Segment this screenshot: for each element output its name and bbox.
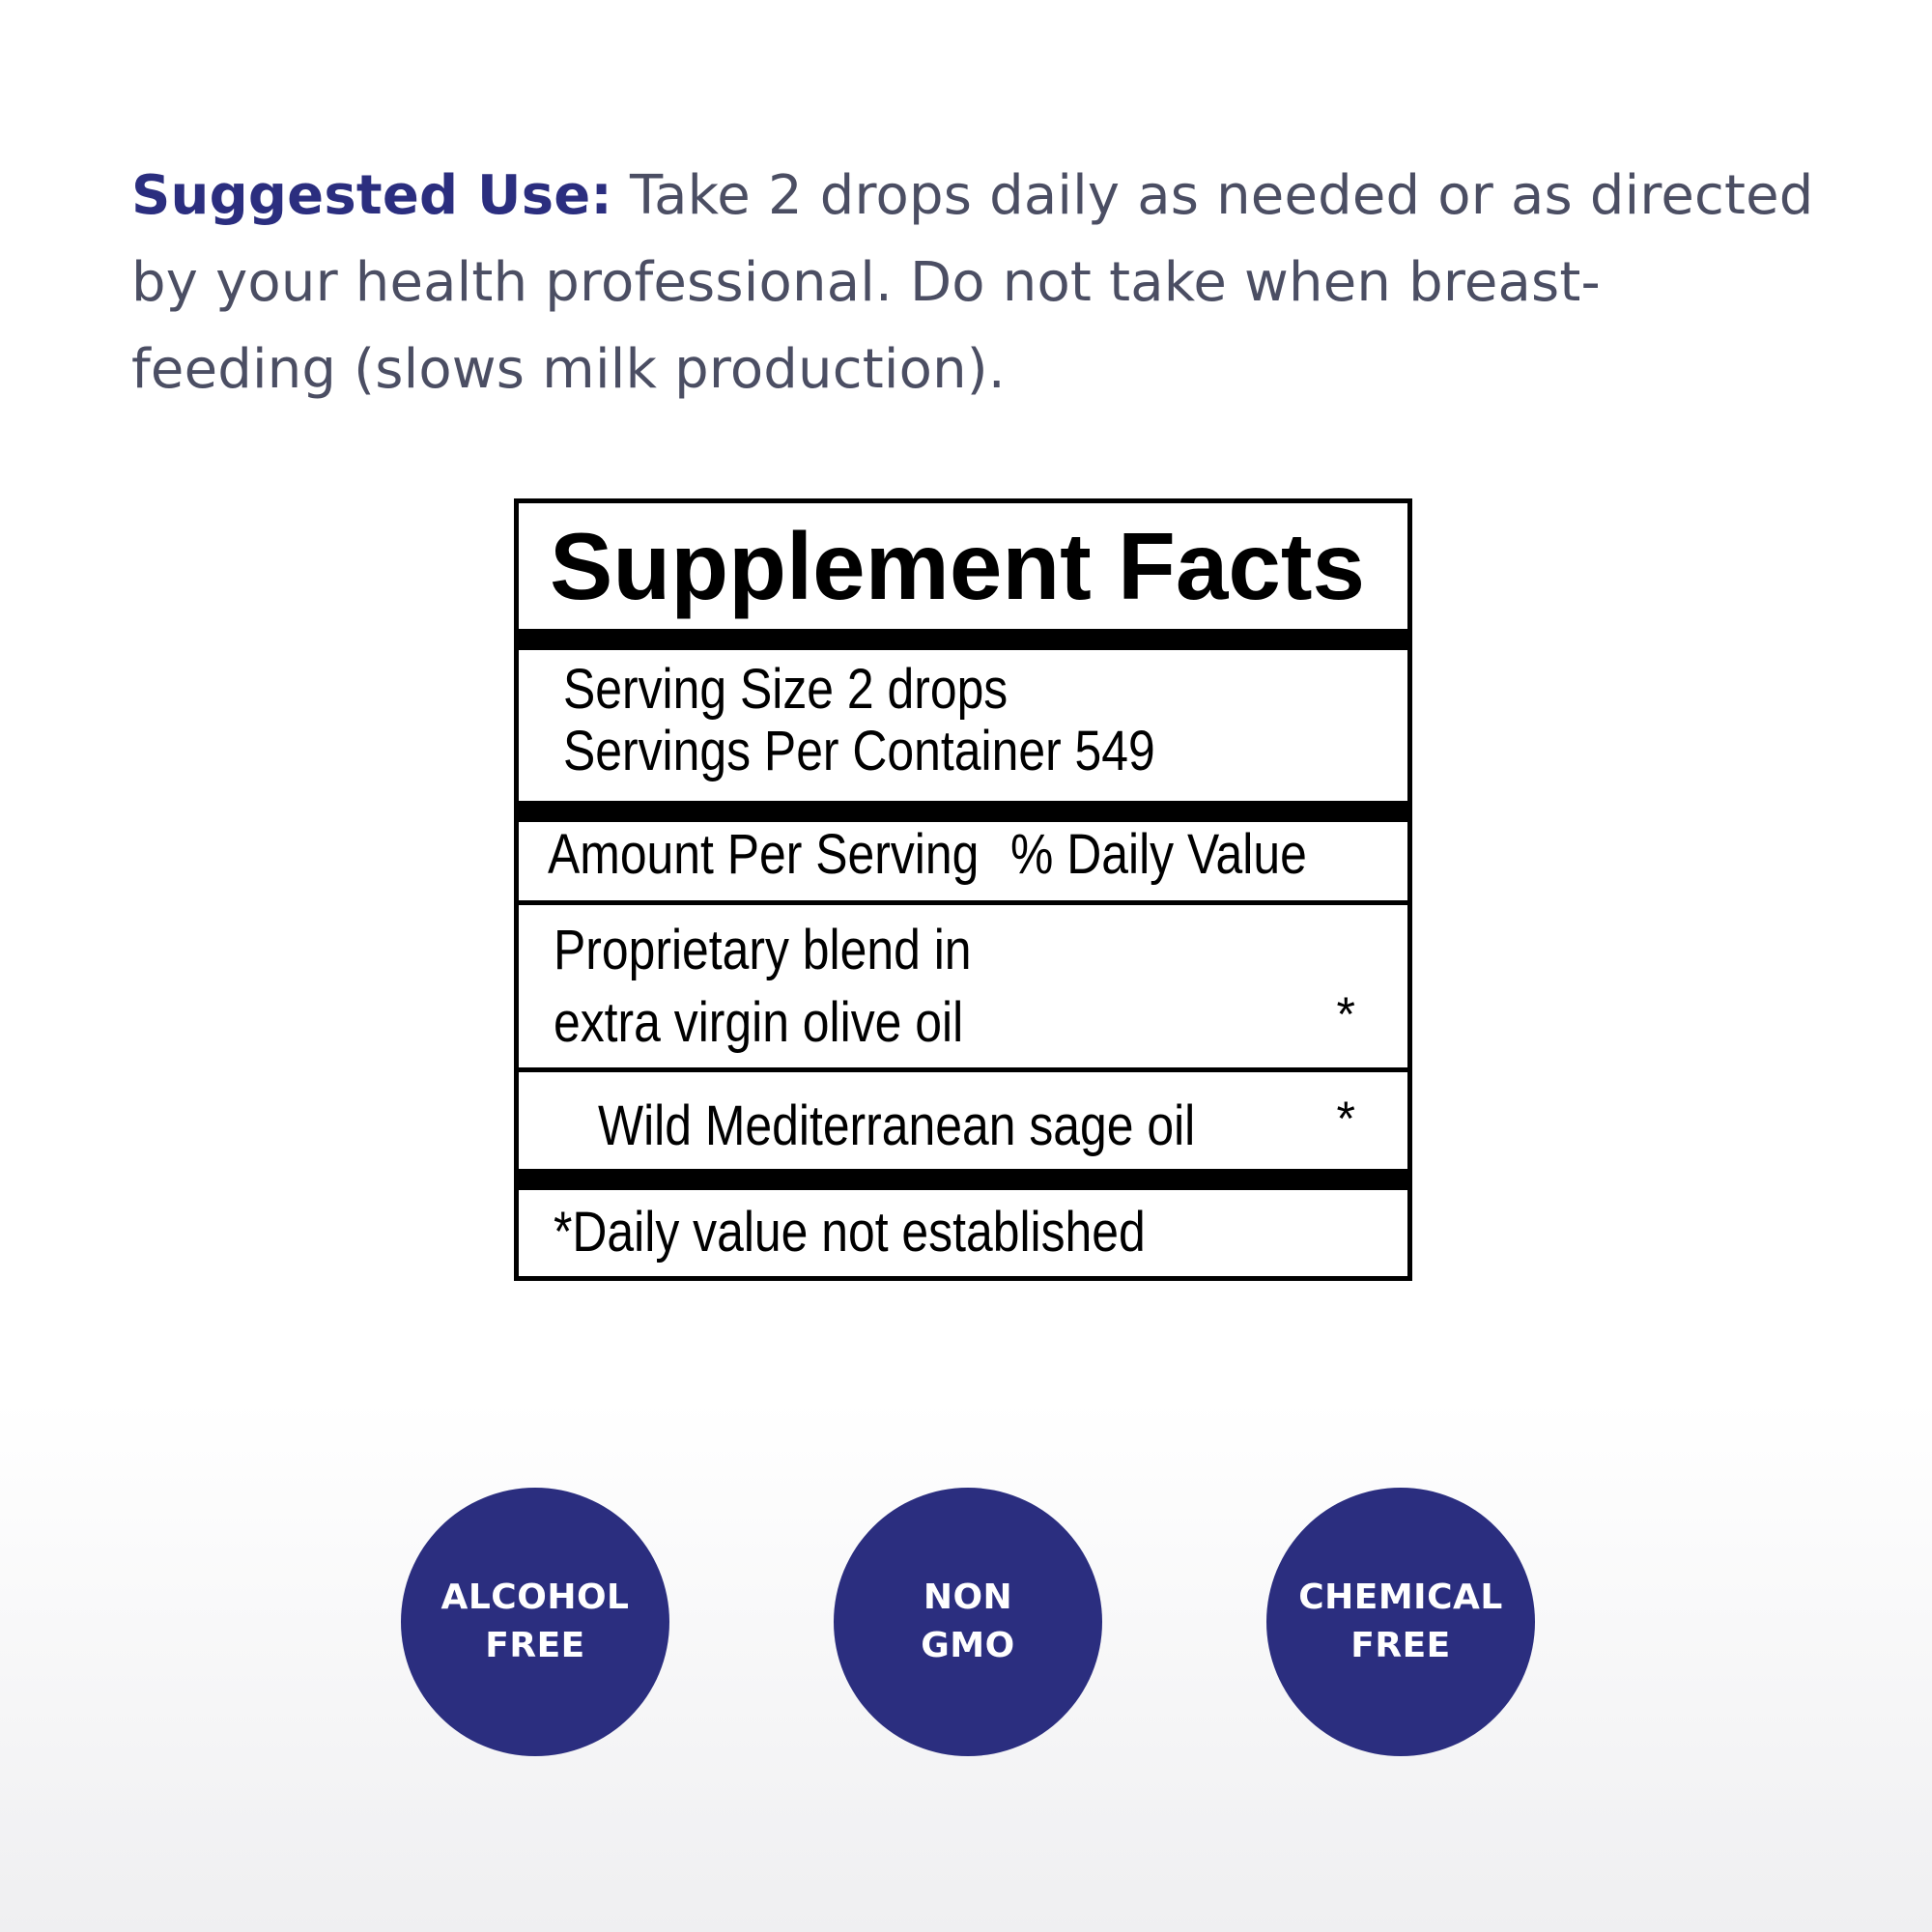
badge-line-1: ALCOHOL: [440, 1577, 630, 1617]
amount-per-serving-label: Amount Per Serving: [548, 823, 980, 886]
suggested-use-paragraph: [131, 153, 1832, 413]
alcohol-free-badge: [401, 1488, 669, 1756]
supplement-facts-panel: [514, 498, 1412, 1281]
badge-line-1: CHEMICAL: [1298, 1577, 1503, 1617]
badge-line-2: FREE: [485, 1626, 585, 1665]
chemical-free-badge: [1266, 1488, 1535, 1756]
badge-line-2: FREE: [1350, 1626, 1451, 1665]
suggested-use-text-1: Take 2 drops daily as needed or as directed: [612, 164, 1814, 227]
non-gmo-badge: [834, 1488, 1102, 1756]
ingredient-1-line-1: Proprietary blend in: [554, 919, 972, 981]
badge-line-1: NON: [923, 1577, 1013, 1617]
thin-divider: [519, 900, 1407, 905]
ingredient-1-line-2: extra virgin olive oil: [554, 991, 964, 1054]
thick-divider: [519, 629, 1407, 650]
suggested-use-line-1: [131, 153, 1832, 240]
serving-size: Serving Size 2 drops: [563, 658, 1009, 721]
suggested-use-line-2: by your health professional. Do not take when breast-: [131, 251, 1601, 314]
thick-divider: [519, 801, 1407, 822]
daily-value-label: % Daily Value: [1010, 823, 1307, 886]
amount-per-serving-header: [548, 823, 1307, 887]
footnote: *Daily value not established: [554, 1201, 1146, 1264]
ingredient-2-name: Wild Mediterranean sage oil: [598, 1094, 1196, 1157]
thin-divider: [519, 1067, 1407, 1072]
servings-per-container: Servings Per Container 549: [563, 720, 1155, 782]
badge-line-2: GMO: [921, 1626, 1015, 1665]
suggested-use-line-3: feeding (slows milk production).: [131, 338, 1006, 401]
suggested-use-label: Suggested Use:: [131, 164, 612, 227]
supplement-facts-title: Supplement Facts: [550, 513, 1366, 619]
ingredient-1-daily-value: *: [1336, 987, 1355, 1041]
ingredient-2-daily-value: *: [1336, 1092, 1355, 1146]
thick-divider: [519, 1169, 1407, 1190]
